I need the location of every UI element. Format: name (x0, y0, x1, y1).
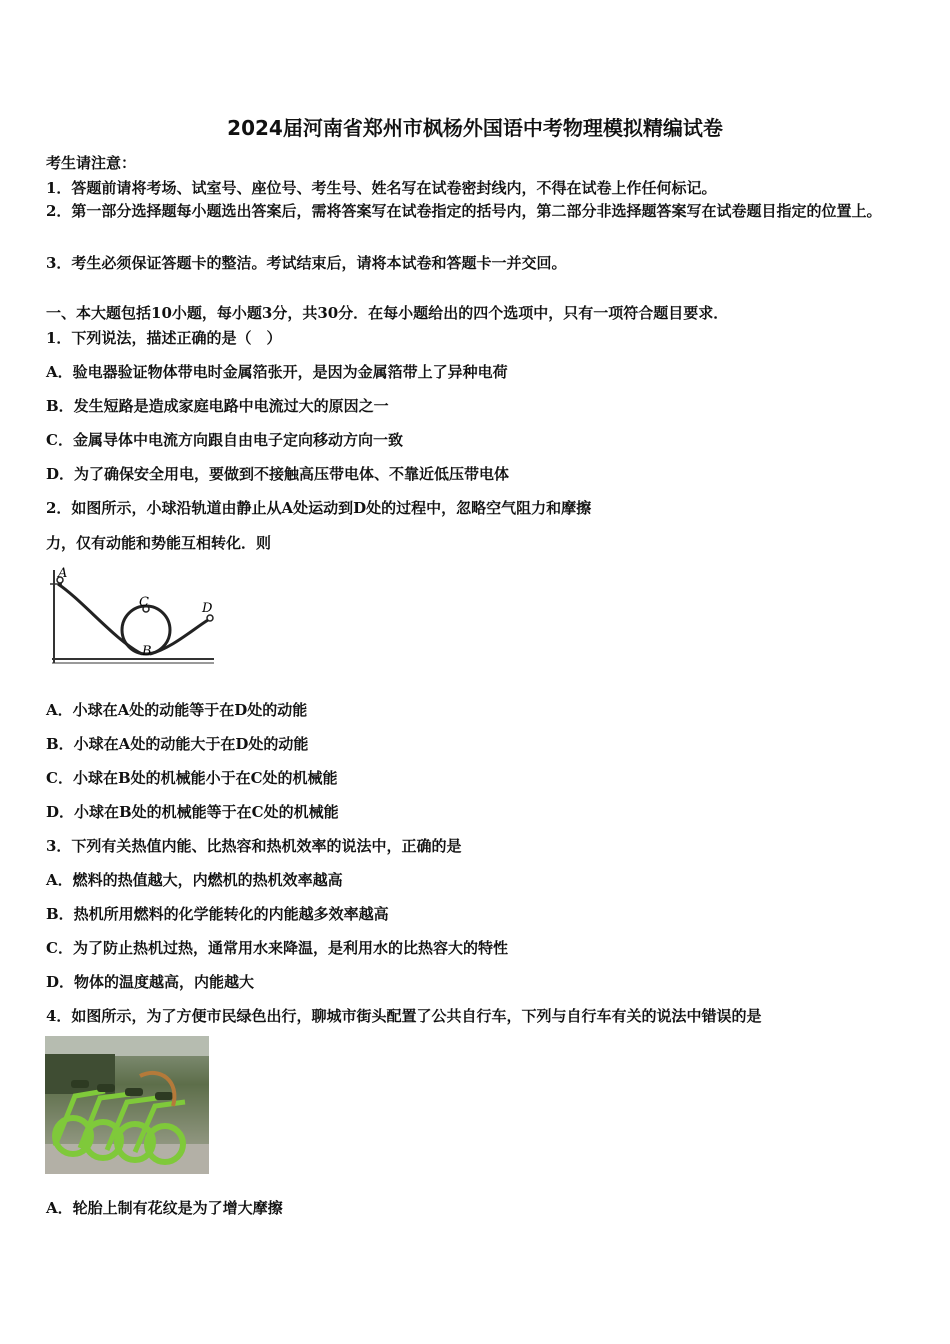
question-option: C．金属导体中电流方向跟自由电子定向移动方向一致 (46, 431, 403, 449)
question-stem: 力，仅有动能和势能互相转化．则 (46, 534, 272, 552)
question-stem: 4．如图所示，为了方便市民绿色出行，聊城市街头配置了公共自行车，下列与自行车有关的说法中错误的是 (46, 1007, 762, 1025)
question-option: B．发生短路是造成家庭电路中电流过大的原因之一 (46, 397, 389, 415)
question-option: A．轮胎上制有花纹是为了增大摩擦 (46, 1199, 283, 1217)
notice-item: 2．第一部分选择题每小题选出答案后，需将答案写在试卷指定的括号内，第二部分非选择题答案写在试卷题目指定的位置上。 (46, 202, 882, 220)
label-d: D (202, 601, 213, 616)
question-option: D．小球在B处的机械能等于在C处的机械能 (46, 803, 339, 821)
question-option: B．热机所用燃料的化学能转化的内能越多效率越高 (46, 905, 389, 923)
question-option: C．小球在B处的机械能小于在C处的机械能 (46, 769, 338, 787)
track-figure (42, 562, 222, 674)
notice-item: 3．考生必须保证答题卡的整洁。考试结束后，请将本试卷和答题卡一并交回。 (46, 254, 567, 272)
bicycle-photo (45, 1036, 209, 1174)
question-option: B．小球在A处的动能大于在D处的动能 (46, 735, 309, 753)
notice-item: 1．答题前请将考场、试室号、座位号、考生号、姓名写在试卷密封线内，不得在试卷上作任何标记。 (46, 179, 717, 197)
exam-title: 2024届河南省郑州市枫杨外国语中考物理模拟精编试卷 (227, 116, 723, 140)
question-option: A．燃料的热值越大，内燃机的热机效率越高 (46, 871, 343, 889)
question-stem: 3．下列有关热值内能、比热容和热机效率的说法中，正确的是 (46, 837, 462, 855)
question-stem: 1．下列说法，描述正确的是（ ） (46, 329, 282, 347)
notice-heading: 考生请注意： (46, 154, 137, 172)
question-option: D．物体的温度越高，内能越大 (46, 973, 255, 991)
label-c: C (139, 595, 149, 610)
question-option: C．为了防止热机过热，通常用水来降温，是利用水的比热容大的特性 (46, 939, 508, 957)
question-option: A．小球在A处的动能等于在D处的动能 (46, 701, 308, 719)
question-option: A．验电器验证物体带电时金属箔张开，是因为金属箔带上了异种电荷 (46, 363, 508, 381)
label-a: A (58, 566, 68, 581)
question-stem: 2．如图所示，小球沿轨道由静止从A处运动到D处的过程中，忽略空气阻力和摩擦 (46, 499, 592, 517)
question-option: D．为了确保安全用电，要做到不接触高压带电体、不靠近低压带电体 (46, 465, 510, 483)
section-heading: 一、本大题包括10小题，每小题3分，共30分．在每小题给出的四个选项中，只有一项符合题目要求． (46, 304, 729, 322)
label-b: B (142, 644, 152, 659)
